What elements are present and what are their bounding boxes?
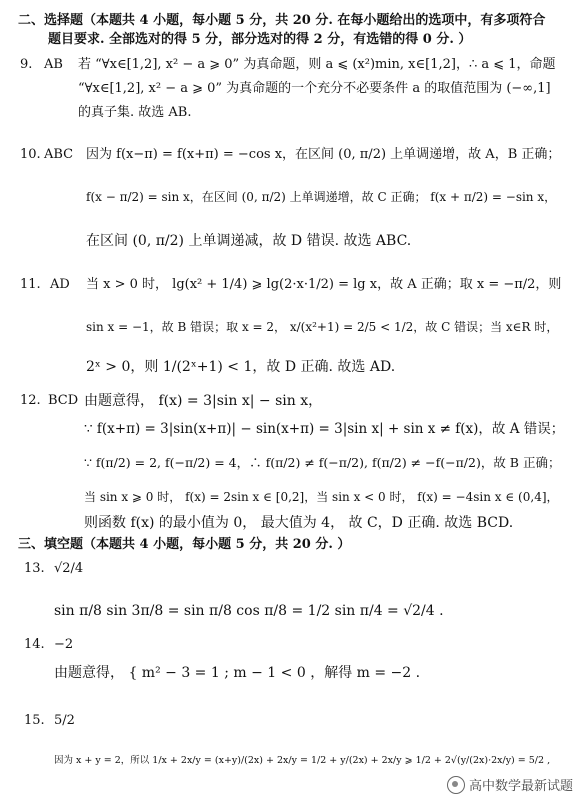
question-number: 11. [20,277,41,292]
solution-line: 若 “∀x∈[1,2], x² − a ⩾ 0” 为真命题，则 a ⩽ (x²)min, x∈[1,2]，∴ a ⩽ 1，命题 [78,57,556,72]
answer-key: AD [50,277,70,292]
answer-key: AB [44,57,63,72]
solution-line: 当 sin x ⩾ 0 时， f(x) = 2sin x ∈ [0,2]，当 sin x < 0 时， f(x) = −4sin x ∈ (0,4]， [84,490,559,504]
solution-line: 的真子集. 故选 AB. [78,105,192,120]
solution-line: “∀x∈[1,2], x² − a ⩾ 0” 为真命题的一个充分不必要条件 a 的取值范围为 (−∞,1] [78,81,551,96]
question-number: 15. [24,713,45,728]
answer-key: √2/4 [54,561,84,576]
solution-line: 由题意得， { m² − 3 = 1 ; m − 1 < 0 ，解得 m = −2 . [54,665,421,681]
question-number: 13. [24,561,45,576]
solution-line: 因为 x + y = 2，所以 1/x + 2x/y = (x+y)/(2x) + 2x/y = 1/2 + y/(2x) + 2x/y ⩾ 1/2 + 2√(y/(2x)·2x/y) = 5/2 , [54,755,551,766]
solution-line: 则函数 f(x) 的最小值为 0， 最大值为 4， 故 C，D 正确. 故选 BCD. [84,515,514,531]
answer-key: ABC [44,147,74,162]
question-number: 9. [20,57,33,72]
question-number: 10. [20,147,41,162]
solution-line: ∵ f(x+π) = 3|sin(x+π)| − sin(x+π) = 3|sin x| + sin x ≠ f(x)，故 A 错误； [84,421,565,437]
answer-key: 5/2 [54,713,75,728]
watermark [447,775,573,794]
section-header-continued: 题目要求. 全部选对的得 5 分，部分选对的得 2 分，有选错的得 0 分. ） [48,32,472,47]
watermark-text: 高中数学最新试题 [468,779,573,794]
section-header: 三、填空题（本题共 4 小题，每小题 5 分，共 20 分. ） [18,537,351,552]
answer-key: BCD [48,393,79,408]
solution-line: ∵ f(π/2) = 2, f(−π/2) = 4，∴ f(π/2) ≠ f(−π/2), f(π/2) ≠ −f(−π/2)，故 B 正确； [84,455,561,470]
solution-line: f(x − π/2) = sin x，在区间 (0, π/2) 上单调递增，故 C 正确； f(x + π/2) = −sin x， [86,190,557,204]
solution-line: 因为 f(x−π) = f(x+π) = −cos x，在区间 (0, π/2) 上单调递增，故 A，B 正确； [86,147,561,162]
section-header: 二、选择题（本题共 4 小题，每小题 5 分，共 20 分. 在每小题给出的选项中，有多项符合 [18,13,546,28]
answer-key: −2 [54,637,74,652]
solution-line: sin π/8 sin 3π/8 = sin π/8 cos π/8 = 1/2 sin π/4 = √2/4 . [54,603,444,619]
solution-line: 当 x > 0 时， lg(x² + 1/4) ⩾ lg(2·x·1/2) = lg x，故 A 正确；取 x = −π/2，则 [86,277,562,292]
question-number: 12. [20,393,41,408]
solution-line: sin x = −1，故 B 错误；取 x = 2， x/(x²+1) = 2/5 < 1/2，故 C 错误；当 x∈R 时， [86,320,559,334]
wechat-logo-icon [447,776,465,794]
question-number: 14. [24,637,45,652]
solution-line: 由题意得， f(x) = 3|sin x| − sin x， [84,393,323,409]
solution-line: 2ˣ > 0，则 1/(2ˣ+1) < 1，故 D 正确. 故选 AD. [86,359,396,375]
solution-line: 在区间 (0, π/2) 上单调递减，故 D 错误. 故选 ABC. [86,233,412,249]
